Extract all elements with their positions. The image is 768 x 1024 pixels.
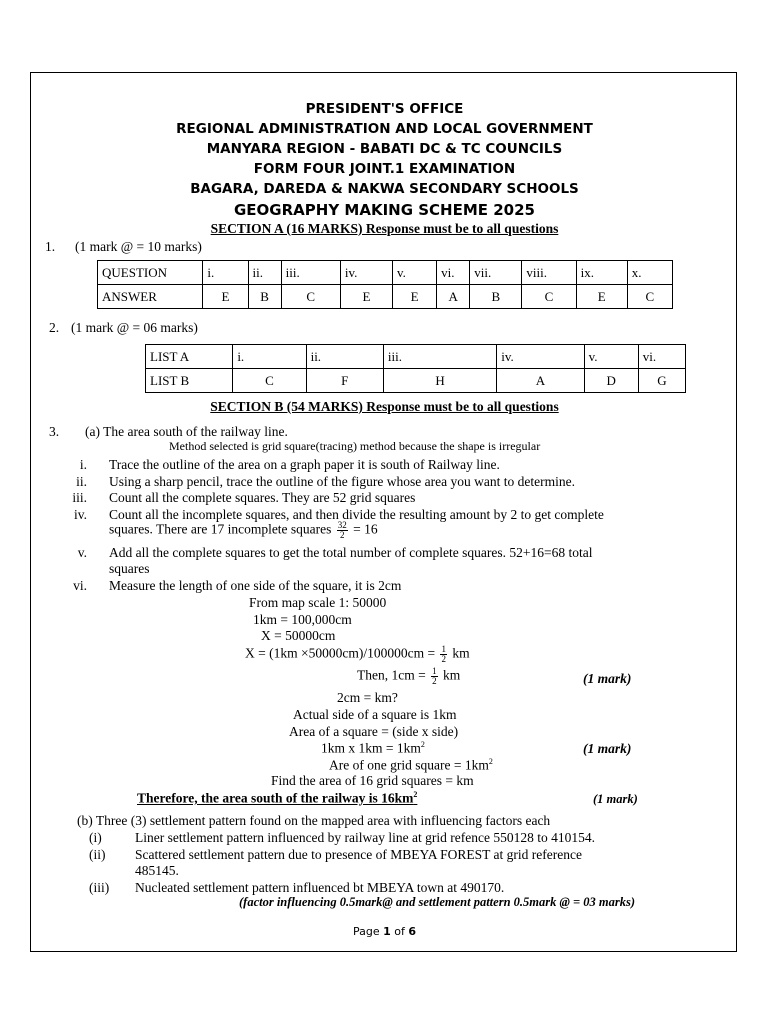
calc-line: X = 50000cm bbox=[261, 628, 336, 643]
mark-label: (1 mark) bbox=[583, 741, 632, 756]
step-text-part: squares. There are 17 incomplete squares bbox=[109, 521, 332, 537]
q1-marks: (1 mark @ = 10 marks) bbox=[75, 239, 202, 254]
calc-line: 2cm = km? bbox=[337, 690, 398, 705]
fraction-denominator: 2 bbox=[340, 530, 345, 540]
fraction-numerator: 1 bbox=[432, 666, 437, 676]
section-a-title: SECTION A (16 MARKS) Response must be to all questions bbox=[210, 221, 559, 236]
q1-answer-cell: E bbox=[576, 285, 627, 309]
mark-label: (1 mark) bbox=[583, 671, 632, 686]
q2-number: 2. bbox=[49, 320, 60, 335]
factor-note: (factor influencing 0.5mark@ and settlement pattern 0.5mark @ = 03 marks) bbox=[239, 895, 635, 909]
page-footer bbox=[31, 925, 738, 938]
calc-text: Then, 1cm = bbox=[357, 667, 426, 683]
q1-question-cell: vi. bbox=[437, 261, 470, 285]
q1-question-cell: iv. bbox=[340, 261, 392, 285]
fraction-denominator: 2 bbox=[441, 654, 446, 664]
q1-answer-cell: E bbox=[340, 285, 392, 309]
fraction bbox=[337, 521, 348, 540]
q1-question-cell: ii. bbox=[248, 261, 281, 285]
q2-list-b-cell: D bbox=[584, 369, 638, 393]
q2-list-a-cell: ii. bbox=[306, 345, 383, 369]
pattern-text: Nucleated settlement pattern influenced bt MBEYA town at 490170. bbox=[135, 880, 505, 895]
pattern-number: (iii) bbox=[89, 880, 110, 895]
calc-scale: From map scale 1: 50000 bbox=[249, 595, 387, 610]
q1-answer-cell: E bbox=[203, 285, 248, 309]
method-note: Method selected is grid square(tracing) method because the shape is irregular bbox=[169, 439, 541, 453]
final-answer bbox=[137, 790, 417, 807]
q3b-text: (b) Three (3) settlement pattern found on the mapped area with influencing factors each bbox=[77, 813, 551, 828]
calc-line: Find the area of 16 grid squares = km bbox=[271, 773, 474, 788]
q1-answer-label: ANSWER bbox=[98, 285, 203, 309]
step-text: Measure the length of one side of the square, it is 2cm bbox=[109, 578, 402, 593]
q2-list-b-cell: G bbox=[638, 369, 685, 393]
q2-list-b-cell: C bbox=[233, 369, 306, 393]
q1-answer-row bbox=[98, 285, 673, 309]
q2-list-a-row bbox=[146, 345, 686, 369]
section-b-title: SECTION B (54 MARKS) Response must be to all questions bbox=[210, 399, 559, 414]
superscript: 2 bbox=[413, 790, 418, 799]
q2-list-a-cell: i. bbox=[233, 345, 306, 369]
q2-matching-table bbox=[145, 344, 686, 393]
q2-list-a-cell: vi. bbox=[638, 345, 685, 369]
header-line-4: FORM FOUR JOINT.1 EXAMINATION bbox=[253, 161, 516, 177]
fraction bbox=[440, 645, 447, 664]
step-number: vi. bbox=[73, 578, 87, 593]
calc-line: 1km = 100,000cm bbox=[253, 612, 352, 627]
calc-line bbox=[357, 667, 460, 686]
calc-text: Are of one grid square = 1km bbox=[329, 757, 489, 773]
q1-question-cell: ix. bbox=[576, 261, 627, 285]
q1-answer-cell: B bbox=[248, 285, 281, 309]
q1-question-label: QUESTION bbox=[98, 261, 203, 285]
step-text-continued: squares bbox=[109, 561, 150, 576]
q1-number: 1. bbox=[45, 239, 56, 254]
q1-question-cell: vii. bbox=[470, 261, 522, 285]
q3-number: 3. bbox=[49, 424, 60, 439]
q2-list-a-cell: v. bbox=[584, 345, 638, 369]
q2-list-b-cell: A bbox=[497, 369, 584, 393]
q1-answer-cell: C bbox=[522, 285, 576, 309]
header-line-5: BAGARA, DAREDA & NAKWA SECONDARY SCHOOLS bbox=[190, 181, 579, 197]
header-line-3: MANYARA REGION - BABATI DC & TC COUNCILS bbox=[206, 141, 563, 157]
step-text: Count all the complete squares. They are 52 grid squares bbox=[109, 490, 416, 505]
pattern-number: (i) bbox=[89, 830, 102, 845]
q2-list-a-cell: iv. bbox=[497, 345, 584, 369]
superscript: 2 bbox=[420, 740, 425, 749]
pattern-number: (ii) bbox=[89, 847, 106, 862]
q1-question-cell: x. bbox=[627, 261, 672, 285]
fraction-numerator: 32 bbox=[337, 520, 347, 530]
q2-list-b-cell: F bbox=[306, 369, 383, 393]
q1-question-cell: viii. bbox=[522, 261, 576, 285]
step-number: ii. bbox=[76, 474, 87, 489]
calc-text: X = (1km ×50000cm)/100000cm = bbox=[245, 645, 436, 661]
q2-marks: (1 mark @ = 06 marks) bbox=[71, 320, 198, 335]
step-number: iv. bbox=[74, 507, 87, 522]
q2-list-b-cell: H bbox=[383, 369, 496, 393]
header-line-1: PRESIDENT'S OFFICE bbox=[305, 101, 464, 117]
q1-question-cell: i. bbox=[203, 261, 248, 285]
q1-answer-cell: C bbox=[281, 285, 340, 309]
q2-list-b-label: LIST B bbox=[146, 369, 233, 393]
step-text-part: = 16 bbox=[353, 521, 378, 537]
calc-line bbox=[321, 740, 425, 757]
q1-question-cell: v. bbox=[393, 261, 437, 285]
q1-answer-cell: B bbox=[470, 285, 522, 309]
calc-line: Actual side of a square is 1km bbox=[293, 707, 457, 722]
step-number: i. bbox=[79, 457, 87, 472]
q1-answer-table bbox=[97, 260, 673, 309]
calc-line bbox=[245, 645, 470, 664]
exam-page bbox=[30, 72, 737, 952]
q2-list-b-row bbox=[146, 369, 686, 393]
fraction-numerator: 1 bbox=[441, 644, 446, 654]
footer-text: Page bbox=[352, 925, 384, 938]
footer-text: of bbox=[390, 925, 409, 938]
q1-question-row bbox=[98, 261, 673, 285]
mark-label: (1 mark) bbox=[593, 792, 638, 806]
step-number: iii. bbox=[72, 490, 87, 505]
pattern-text-continued: 485145. bbox=[135, 863, 179, 878]
step-text: Add all the complete squares to get the total number of complete squares. 52+16=68 total bbox=[109, 545, 593, 560]
fraction-denominator: 2 bbox=[432, 676, 437, 686]
calc-text: 1km x 1km = 1km bbox=[321, 740, 421, 756]
fraction bbox=[431, 667, 438, 686]
calc-line: Area of a square = (side x side) bbox=[289, 724, 459, 739]
q3a-text: (a) The area south of the railway line. bbox=[85, 424, 288, 439]
q1-answer-cell: E bbox=[393, 285, 437, 309]
q2-list-a-cell: iii. bbox=[383, 345, 496, 369]
q1-answer-cell: C bbox=[627, 285, 672, 309]
calc-text: km bbox=[442, 667, 461, 683]
step-text: Using a sharp pencil, trace the outline of the figure whose area you want to determine. bbox=[109, 474, 575, 489]
step-text-continued bbox=[109, 521, 378, 540]
pattern-text: Scattered settlement pattern due to presence of MBEYA FOREST at grid reference bbox=[135, 847, 582, 862]
step-text: Count all the incomplete squares, and then divide the resulting amount by 2 to get complete bbox=[109, 507, 604, 522]
calc-text: km bbox=[452, 645, 470, 661]
q2-list-a-label: LIST A bbox=[146, 345, 233, 369]
step-number: v. bbox=[77, 545, 87, 560]
calc-line bbox=[329, 757, 493, 774]
current-page: 1 bbox=[383, 925, 391, 938]
q1-answer-cell: A bbox=[437, 285, 470, 309]
total-pages: 6 bbox=[408, 925, 417, 938]
final-answer-text: Therefore, the area south of the railway is 16km bbox=[137, 790, 414, 806]
step-text: Trace the outline of the area on a graph paper it is south of Railway line. bbox=[109, 457, 500, 472]
header-line-6: GEOGRAPHY MAKING SCHEME 2025 bbox=[234, 201, 535, 219]
pattern-text: Liner settlement pattern influenced by railway line at grid refence 550128 to 410154. bbox=[135, 830, 595, 845]
q1-question-cell: iii. bbox=[281, 261, 340, 285]
superscript: 2 bbox=[488, 757, 493, 766]
header-line-2: REGIONAL ADMINISTRATION AND LOCAL GOVERNMENT bbox=[176, 121, 593, 137]
